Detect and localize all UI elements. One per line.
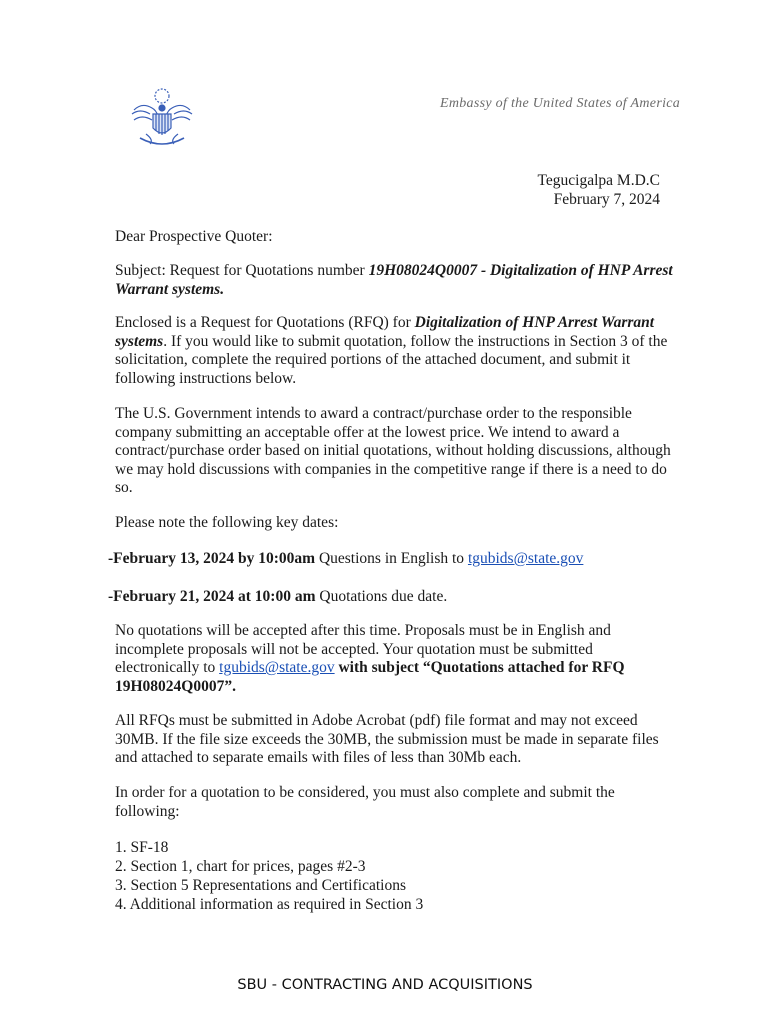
great-seal-eagle-icon <box>128 84 196 152</box>
enclosed-suffix: . If you would like to submit quotation, follow the instructions in Section 3 of the solicitation, complete the required portions of the attached document, and submit it following instructions below. <box>115 332 668 387</box>
letterhead-embassy-name: Embassy of the United States of America <box>440 96 681 111</box>
enclosed-title: Digitalization of HNP Arrest Warrant systems <box>115 314 655 350</box>
subject-title: 19H08024Q0007 - Digitalization of HNP Arrest Warrant systems. <box>115 262 673 298</box>
list-item: 3. Section 5 Representations and Certifications <box>115 877 406 894</box>
greeting: Dear Prospective Quoter: <box>115 228 273 245</box>
submission-subject: with subject “Quotations attached for RFQ 19H08024Q0007”. <box>115 659 625 695</box>
key-date: -February 21, 2024 at 10:00 am <box>108 588 316 605</box>
submission-text: No quotations will be accepted after this time. Proposals must be in English and incomplete proposals will not be accepted. Your quotation must be submitted electronically to <box>115 622 611 677</box>
requirements-list <box>115 838 423 914</box>
key-date-item <box>108 549 583 568</box>
letter-date: February 7, 2024 <box>553 191 660 208</box>
enclosed-prefix: Enclosed is a Request for Quotations (RFQ) for <box>115 314 415 331</box>
list-item: 1. SF-18 <box>115 839 169 856</box>
key-dates-intro: Please note the following key dates: <box>115 514 339 531</box>
questions-email-link[interactable]: tgubids@state.gov <box>467 550 584 567</box>
subject-prefix: Subject: Request for Quotations number <box>115 262 369 279</box>
submission-paragraph <box>115 622 675 696</box>
place-date-block <box>538 171 660 209</box>
requirements-intro: In order for a quotation to be considered, you must also complete and submit the following: <box>115 784 615 820</box>
key-date: -February 13, 2024 by 10:00am <box>108 550 316 567</box>
page-footer: SBU - CONTRACTING AND ACQUISITIONS <box>237 977 533 993</box>
submission-email-link[interactable]: tgubids@state.gov <box>219 659 335 677</box>
list-item: 2. Section 1, chart for prices, pages #2-3 <box>115 858 366 875</box>
key-date-text: Questions in English to <box>315 550 468 567</box>
award-paragraph: The U.S. Government intends to award a contract/purchase order to the responsible company submitting an acceptable offer at the lowest price. We intend to award a contract/purchase order based on initial quotations, without holding discussions, although we may hold discussions with companies in the competitive range if there is a need to do so. <box>115 405 671 497</box>
key-date-text: Quotations due date. <box>315 588 448 605</box>
list-item: 4. Additional information as required in Section 3 <box>115 896 424 913</box>
format-paragraph: All RFQs must be submitted in Adobe Acrobat (pdf) file format and may not exceed 30MB. If the file size exceeds the 30MB, the submission must be made in separate files and attached to separate emails with files of less than 30Mb each. <box>115 712 659 767</box>
subject-line <box>115 262 675 299</box>
city: Tegucigalpa M.D.C <box>537 172 660 189</box>
enclosed-paragraph <box>115 314 675 388</box>
key-date-item <box>108 587 447 606</box>
